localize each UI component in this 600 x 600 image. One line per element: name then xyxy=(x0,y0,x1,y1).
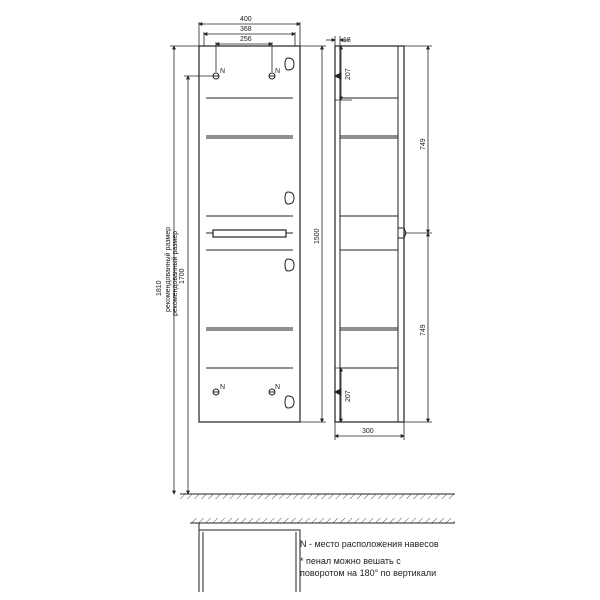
mount-height-label: рекомендованный размер xyxy=(165,226,172,312)
section-top: 749 xyxy=(420,138,427,150)
depth-value: 300 xyxy=(362,428,374,435)
hanger-bracket-icon xyxy=(335,389,341,395)
cabinet-side-outline xyxy=(335,46,404,422)
washbasin-section xyxy=(190,518,455,592)
panel-thickness: 18 xyxy=(343,37,351,44)
hinge-offset-top: 207 xyxy=(345,68,352,80)
mount-height: 1810 xyxy=(156,280,163,296)
height-body: 1500 xyxy=(314,228,321,244)
mount-height-2-label: рекомендованный размер xyxy=(172,230,179,316)
section-bottom: 749 xyxy=(420,324,427,336)
front-view xyxy=(199,46,300,422)
hinge-icon xyxy=(285,396,294,408)
hanger-bracket-icon xyxy=(335,73,341,79)
hinge-icon xyxy=(285,259,294,271)
width-overall: 400 xyxy=(240,16,252,23)
hinge-note: N - место расположения навесов xyxy=(300,539,439,549)
hinge-marker: N xyxy=(275,68,281,75)
hanger-icon xyxy=(213,389,219,395)
hinge-marker: N xyxy=(220,384,226,391)
hinge-marker: N xyxy=(220,68,226,75)
hinge-marker: N xyxy=(275,384,281,391)
reversible-note-line2: поворотом на 180° по вертикали xyxy=(300,568,437,578)
section-dimensions xyxy=(404,46,432,422)
floor-line xyxy=(180,494,455,499)
basin-outline xyxy=(199,523,300,592)
hanger-icon xyxy=(213,73,219,79)
width-inner: 368 xyxy=(240,26,252,33)
door-handle xyxy=(213,230,286,237)
cabinet-front-outline xyxy=(199,46,300,422)
hinge-spacing: 256 xyxy=(240,36,252,43)
hinge-icon xyxy=(285,192,294,204)
reversible-note-line1: * пенал можно вешать с xyxy=(300,556,401,566)
side-view xyxy=(335,46,406,422)
mount-height-2: 1700 xyxy=(179,268,186,284)
hinge-icon xyxy=(285,58,294,70)
front-height-dimension xyxy=(300,46,326,422)
hinge-offset-bottom: 207 xyxy=(345,390,352,402)
